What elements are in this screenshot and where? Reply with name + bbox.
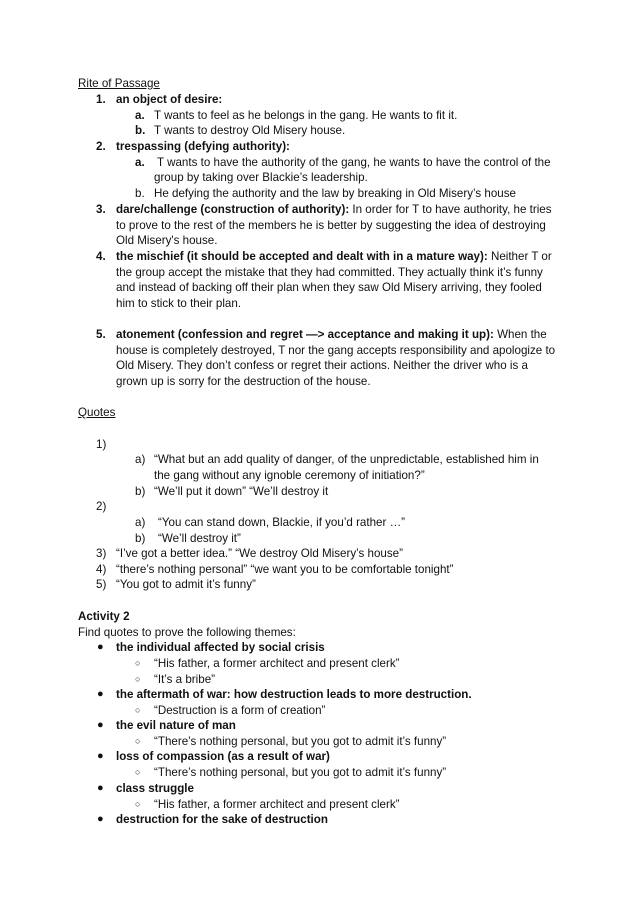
quote-1b-letter: b) <box>135 485 146 498</box>
theme-3-quote-1: “There’s nothing personal, but you got to admit it’s funny” <box>154 735 447 748</box>
bullet-icon: ● <box>97 719 104 731</box>
bullet-icon: ● <box>97 641 104 653</box>
quote-2b-letter: b) <box>135 532 146 545</box>
quote-1b-text: “We’ll put it down” “We’ll destroy it <box>154 485 329 498</box>
item-4-heading: the mischief (it should be accepted and dealt with in a mature way): <box>116 250 488 263</box>
item-1b-letter: b. <box>135 124 146 137</box>
item-2b-text: He defying the authority and the law by breaking in Old Misery’s house <box>154 187 516 200</box>
quote-4-text: “there’s nothing personal” “we want you to be comfortable tonight” <box>116 563 454 576</box>
item-2-number: 2. <box>96 140 106 153</box>
item-5-number: 5. <box>96 328 106 341</box>
item-4-line1 <box>116 249 552 264</box>
item-1-number: 1. <box>96 93 106 106</box>
item-5-line1 <box>116 327 547 342</box>
quote-1a-letter: a) <box>135 453 146 466</box>
circle-bullet-icon: ○ <box>135 799 141 809</box>
item-3-rest: In order for T to have authority, he tries <box>349 203 552 216</box>
item-4-number: 4. <box>96 250 106 263</box>
item-2a-letter: a. <box>135 156 145 169</box>
circle-bullet-icon: ○ <box>135 705 141 715</box>
quote-4-number: 4) <box>96 563 107 576</box>
theme-1-name: the individual affected by social crisis <box>116 641 325 654</box>
item-2a-line1: T wants to have the authority of the gang, he wants to have the control of the <box>157 156 551 169</box>
circle-bullet-icon: ○ <box>135 767 141 777</box>
quote-5-text: “You got to admit it’s funny” <box>116 578 256 591</box>
activity-intro: Find quotes to prove the following themes: <box>78 626 296 639</box>
item-2-heading: trespassing (defying authority): <box>116 140 290 153</box>
item-4-line2: the group accept the mistake that they had committed. They actually think it’s funny <box>116 266 543 279</box>
theme-5-quote-1: “His father, a former architect and present clerk” <box>154 798 400 811</box>
item-3-heading: dare/challenge (construction of authority): <box>116 203 350 216</box>
item-3-line1 <box>116 202 552 217</box>
section-title-rite: Rite of Passage <box>78 77 160 90</box>
theme-2-name: the aftermath of war: how destruction leads to more destruction. <box>116 688 472 701</box>
quote-5-number: 5) <box>96 578 107 591</box>
item-3-number: 3. <box>96 203 106 216</box>
item-3-line3: Old Misery's house. <box>116 234 218 247</box>
quote-2b-text: “We’ll destroy it” <box>158 532 241 545</box>
quote-2-number: 2) <box>96 500 107 513</box>
quote-2a-text: “You can stand down, Blackie, if you’d rather …” <box>158 516 406 529</box>
quote-1a-line1: “What but an add quality of danger, of the unpredictable, established him in <box>154 453 539 466</box>
item-4-rest: Neither T or <box>487 250 552 263</box>
bullet-icon: ● <box>97 813 104 825</box>
theme-3-name: the evil nature of man <box>116 719 236 732</box>
item-2a-line2: group by taking over Blackie’s leadership. <box>154 171 368 184</box>
circle-bullet-icon: ○ <box>135 658 141 668</box>
theme-5-name: class struggle <box>116 782 194 795</box>
theme-6-name: destruction for the sake of destruction <box>116 813 328 826</box>
item-5-line4: grown up is sorry for the destruction of the house. <box>116 375 371 388</box>
quote-2a-letter: a) <box>135 516 146 529</box>
item-5-line3: Old Misery. They don’t confess or regret their actions. Neither the driver who is a <box>116 359 528 372</box>
section-title-activity: Activity 2 <box>78 610 130 623</box>
quote-3-text: “I’ve got a better idea.” “We destroy Old Misery’s house” <box>116 547 403 560</box>
theme-2-quote-1: “Destruction is a form of creation” <box>154 704 326 717</box>
item-1-heading: an object of desire: <box>116 93 223 106</box>
theme-4-quote-1: “There’s nothing personal, but you got to admit it’s funny” <box>154 766 447 779</box>
theme-1-quote-1: “His father, a former architect and present clerk” <box>154 657 400 670</box>
bullet-icon: ● <box>97 688 104 700</box>
item-3-line2: to prove to the rest of the members he is better by suggesting the idea of destroying <box>116 219 546 232</box>
quote-1a-line2: the gang without any ignoble ceremony of initiation?” <box>154 469 425 482</box>
bullet-icon: ● <box>97 782 104 794</box>
circle-bullet-icon: ○ <box>135 674 141 684</box>
item-4-line3: and instead of backing off their plan when they saw Old Misery arriving, they fooled <box>116 281 542 294</box>
item-2b-letter: b. <box>135 187 145 200</box>
circle-bullet-icon: ○ <box>135 736 141 746</box>
theme-1-quote-2: “It’s a bribe” <box>154 673 215 686</box>
item-1a-letter: a. <box>135 109 145 122</box>
quote-1-number: 1) <box>96 438 107 451</box>
item-5-heading: atonement (confession and regret —> acceptance and making it up): <box>116 328 494 341</box>
item-1a-text: T wants to feel as he belongs in the gang. He wants to fit it. <box>154 109 458 122</box>
section-title-quotes: Quotes <box>78 406 116 419</box>
item-1b-text: T wants to destroy Old Misery house. <box>154 124 346 137</box>
item-5-line2: house is completely destroyed, T nor the gang accepts responsibility and apologize to <box>116 344 556 357</box>
quote-3-number: 3) <box>96 547 107 560</box>
item-5-rest: When the <box>493 328 547 341</box>
item-4-line4: him to stick to their plan. <box>116 297 242 310</box>
bullet-icon: ● <box>97 750 104 762</box>
theme-4-name: loss of compassion (as a result of war) <box>116 750 330 763</box>
